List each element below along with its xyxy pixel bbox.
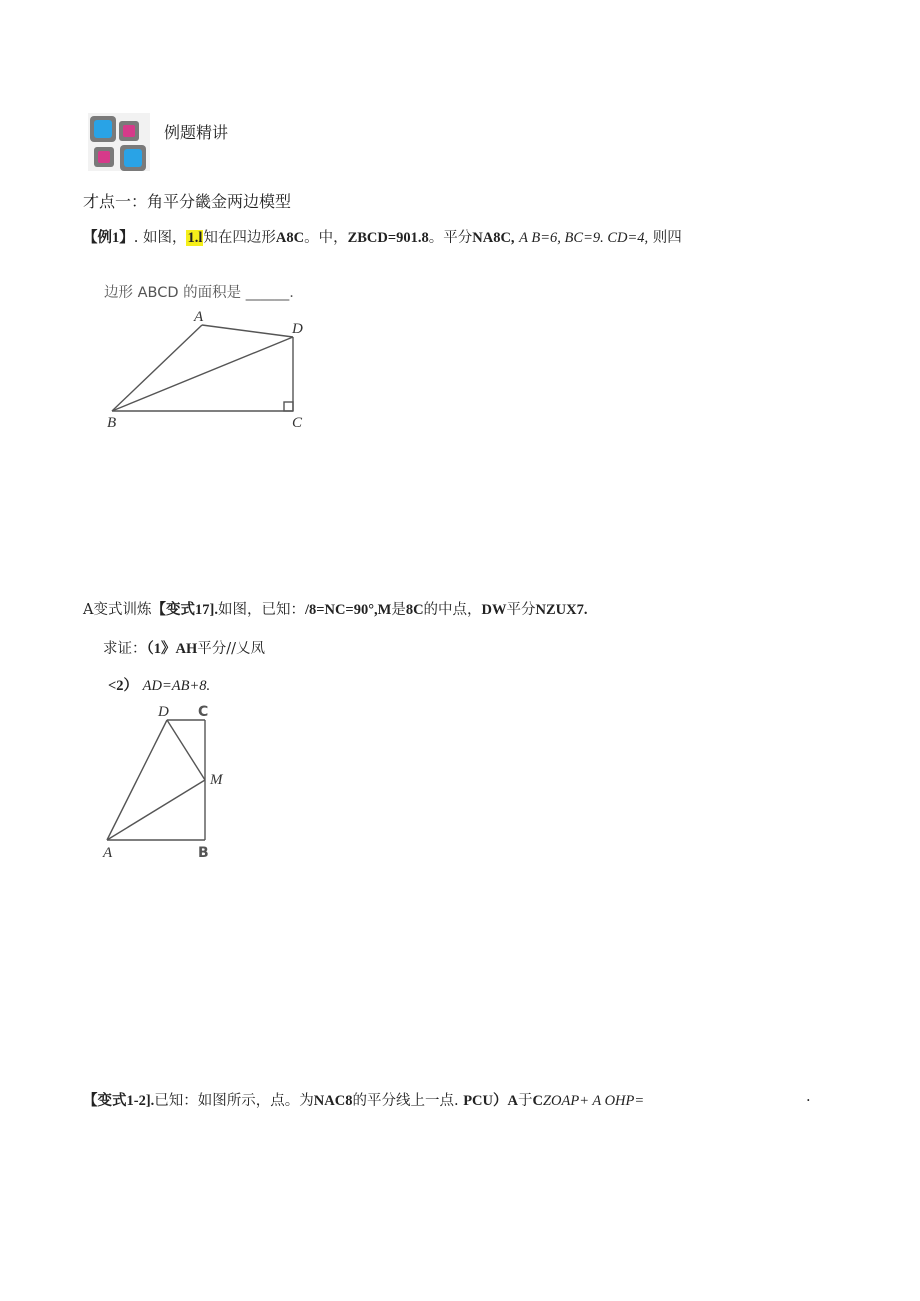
variant1-p1-text: 平分//乂凤 [197,641,266,657]
example1-text-3: 。平分 [428,230,473,246]
diagonal-bd [112,337,293,411]
variant2-text-3: 于 [517,1093,533,1109]
variant1-text-1: 如图，已知： [217,602,305,618]
variant1-text-2: 是 [391,602,406,618]
variant1-statement [83,598,588,619]
puzzle-icon [86,111,152,173]
label-c: C [292,415,303,431]
example1-tag: 【例1】 [83,230,134,246]
example1-bisect: NA8C, [472,230,515,246]
variant1-prefix: A变式训炼 [83,602,152,618]
variant2-pcu: PCU）A [463,1093,518,1109]
label-b: B [198,845,209,861]
variant1-prove-2 [108,674,210,695]
example1-quad: A8C [275,230,305,246]
variant1-tag: 【变式17]. [151,602,218,618]
example1-angle: ZBCD=901.8 [347,230,429,246]
example1-figure [95,300,345,435]
variant2-expr: ZOAP+ A OHP= [542,1093,645,1109]
variant1-dw: DW [481,602,507,618]
label-c: C [198,704,209,720]
section-logo [86,111,152,173]
variant1-figure [95,700,245,865]
section-header-title: 例题精讲 [164,123,229,142]
variant2-tag: 【变式1-2]. [83,1093,155,1109]
variant2-statement [83,1089,644,1110]
section-title: 才点一：角平分畿金两边模型 [83,192,292,211]
variant1-mid: 8C [405,602,424,618]
variant2-text-1: 已知：如图所示，点。为 [154,1093,314,1109]
variant2-end: . [806,1089,811,1105]
variant1-p1-ah: AH [175,641,198,657]
variant2-angle: NAC8 [313,1093,353,1109]
label-d: D [292,321,303,337]
example1-figure-caption: 边形 ABCD 的面积是 ______. [104,285,294,301]
example1-lead: . 如图， [133,230,187,246]
edge-ab [112,325,202,411]
variant2-c: C [532,1093,543,1109]
variant1-p2-num: <2） [108,678,139,694]
edge-ad [202,325,293,337]
right-angle-mark [284,402,293,411]
variant1-text-3: 的中点， [423,602,482,618]
variant1-angle: NZUX7. [535,602,588,618]
example1-text-1: 知在四边形 [203,230,276,246]
variant1-prove-1 [103,637,265,658]
label-a: A [194,309,204,325]
variant1-prove-label: 求证： [103,641,147,657]
example1-text-2: 。中， [304,230,348,246]
label-a: A [103,845,113,861]
example1-values: A B=6, BC=9. CD=4, [519,230,649,246]
variant1-p2-text: AD=AB+8. [142,678,211,694]
segment-dm [167,720,205,780]
variant1-text-4: 平分 [506,602,536,618]
variant1-p1-num: （1》 [146,641,176,657]
example1-highlight: 1.l [187,230,203,246]
label-m: M [210,772,223,788]
variant1-condition: /8=NC=90°,M [304,602,392,618]
example1-text-4: 则四 [652,230,682,246]
example1-statement [83,226,682,247]
label-b: B [107,415,117,431]
label-d: D [158,704,169,720]
variant2-text-2: 的平分线上一点. [352,1093,459,1109]
